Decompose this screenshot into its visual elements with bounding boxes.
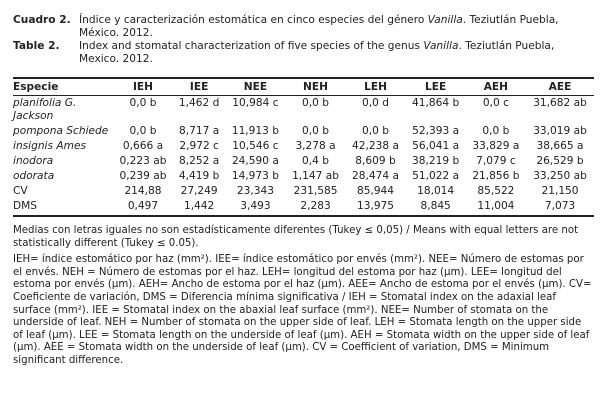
table-cell: 33,829 a: [472, 140, 520, 152]
table-cell: 28,474 a: [352, 170, 399, 182]
table-cell: 85,944: [356, 185, 395, 197]
species-cell: planifolia G. Jackson: [13, 97, 77, 122]
table-cell: 38,665 a: [536, 140, 584, 152]
header-ieh: IEH: [113, 78, 173, 96]
table-cell: 21,150: [541, 185, 579, 197]
table-cell: 7,079 c: [476, 155, 516, 167]
table-header-row: [13, 78, 594, 96]
table-cell: 3,278 a: [295, 140, 336, 152]
table-cell: 0,0 b: [482, 125, 510, 137]
table-cell: 56,041 a: [412, 140, 460, 152]
table-cell: 231,585: [293, 185, 338, 197]
table-cell: 7,073: [526, 199, 594, 216]
table-cell: 11,004: [466, 199, 526, 216]
table-cell: 10,546 c: [232, 140, 279, 152]
header-aee: AEE: [526, 78, 594, 96]
species-cell: inodora: [13, 155, 54, 167]
table-cell: 23,343: [236, 185, 274, 197]
caption-spanish-genus: Vanilla: [427, 14, 463, 26]
stat-label-cell: DMS: [13, 199, 113, 216]
caption-spanish-text-b: . Teziutlán Puebla, México. 2012.: [79, 14, 559, 39]
table-cell: 10,984 c: [232, 97, 279, 109]
header-nee: NEE: [225, 78, 285, 96]
table-cell: 0,239 ab: [119, 170, 167, 182]
table-cell: 0,0 b: [129, 97, 157, 109]
table-cell: 8,609 b: [355, 155, 396, 167]
table-cell: 0,223 ab: [119, 155, 167, 167]
caption-spanish-text-a: Índice y caracterización estomática en cinco especies del género: [79, 14, 428, 26]
table-notes: [13, 225, 594, 368]
table-cell: 0,0 b: [129, 125, 157, 137]
abbreviations-note: IEH= índice estomático por haz (mm²). IEE= índice estomático por envés (mm²). NEE= Número de estomas por el envés. NEH = Número de estomas por el haz. LEH= longitud del estoma por haz (µm). LEE= longitud del estoma por envés (µm). AEH= Ancho de estoma por el haz (µm). AEE= Ancho de estoma por el envés (µm). CV= Coeficiente de variación, DMS = Diferencia mínima significativa / IEH = Stomatal index on the adaxial leaf surface (mm²). IEE = Stomatal index on the abaxial leaf surface (mm²). NEE= Number of stomata on the underside of leaf. NEH = Number of stomata on the upper side of leaf. LEH = Stomata length on the upper side of leaf (µm). LEE = Stomata length on the underside of leaf (µm). AEH = Stomata width on the upper side of leaf (µm). AEE = Stomata width on the underside of leaf (µm). CV = Coefficient of variation, DMS = Minimum significant difference.: [13, 254, 592, 366]
table-cell: 0,0 d: [362, 97, 389, 109]
species-cell: odorata: [13, 170, 55, 182]
caption-english-text: [79, 40, 594, 66]
table-cell: 1,462 d: [178, 97, 220, 109]
table-cell: 4,419 b: [178, 170, 220, 182]
table-row: [13, 154, 594, 169]
caption-spanish: [13, 14, 594, 40]
table-row: [13, 124, 594, 139]
species-cell: pompona Schiede: [13, 125, 109, 137]
table-cell: 41,864 b: [412, 97, 460, 109]
species-cell: insignis Ames: [13, 140, 86, 152]
caption-spanish-text: [79, 14, 594, 40]
table-row: [13, 139, 594, 154]
caption-english-text-b: . Teziutlán Puebla, Mexico. 2012.: [79, 40, 555, 65]
table-cell: 11,913 b: [231, 125, 279, 137]
table-row-cv: [13, 184, 594, 199]
table-cell: 13,975: [346, 199, 406, 216]
table-row: [13, 169, 594, 184]
table-cell: 24,590 a: [231, 155, 279, 167]
table-cell: 21,856 b: [472, 170, 520, 182]
table-cell: 0,0 c: [482, 97, 509, 109]
header-leh: LEH: [346, 78, 406, 96]
caption-spanish-label: Cuadro 2.: [13, 14, 71, 26]
table-cell: 0,497: [113, 199, 173, 216]
table-cell: 27,249: [180, 185, 218, 197]
table-cell: 1,442: [173, 199, 225, 216]
table-cell: 85,522: [477, 185, 515, 197]
table-cell: 0,4 b: [302, 155, 329, 167]
table-row-dms: [13, 199, 594, 216]
table-cell: 3,493: [225, 199, 285, 216]
caption-english-genus: Vanilla: [423, 40, 459, 52]
caption-english-label: Table 2.: [13, 40, 60, 52]
table-row: [13, 96, 594, 125]
header-iee: IEE: [173, 78, 225, 96]
table-cell: 14,973 b: [231, 170, 279, 182]
table-cell: 0,666 a: [122, 140, 164, 152]
caption-english: [13, 40, 594, 66]
table-cell: 51,022 a: [412, 170, 460, 182]
table-cell: 33,250 ab: [533, 170, 587, 182]
table-cell: 0,0 b: [362, 125, 389, 137]
header-especie: Especie: [13, 78, 113, 96]
tukey-note: Medias con letras iguales no son estadísticamente diferentes (Tukey ≤ 0,05) / Means with equal letters are not statistically different (Tukey ≤ 0.05).: [13, 225, 579, 249]
table-cell: 0,0 b: [302, 97, 329, 109]
table-cell: 0,0 b: [302, 125, 329, 137]
table-cell: 1,147 ab: [292, 170, 339, 182]
caption-english-text-a: Index and stomatal characterization of five species of the genus: [79, 40, 424, 52]
table-cell: 26,529 b: [536, 155, 584, 167]
table-cell: 8,717 a: [179, 125, 220, 137]
table-cell: 18,014: [417, 185, 455, 197]
table-cell: 31,682 ab: [533, 97, 587, 109]
header-aeh: AEH: [466, 78, 526, 96]
table-cell: 52,393 a: [412, 125, 460, 137]
header-lee: LEE: [406, 78, 466, 96]
header-neh: NEH: [286, 78, 346, 96]
table-cell: 38,219 b: [412, 155, 460, 167]
table-cell: 2,972 c: [179, 140, 219, 152]
stat-label-cell: CV: [13, 185, 28, 197]
stomatal-table: [13, 77, 594, 217]
table-cell: 8,252 a: [179, 155, 220, 167]
table-cell: 2,283: [286, 199, 346, 216]
table-cell: 214,88: [124, 185, 162, 197]
table-cell: 33,019 ab: [533, 125, 587, 137]
table-cell: 42,238 a: [352, 140, 399, 152]
table-cell: 8,845: [406, 199, 466, 216]
